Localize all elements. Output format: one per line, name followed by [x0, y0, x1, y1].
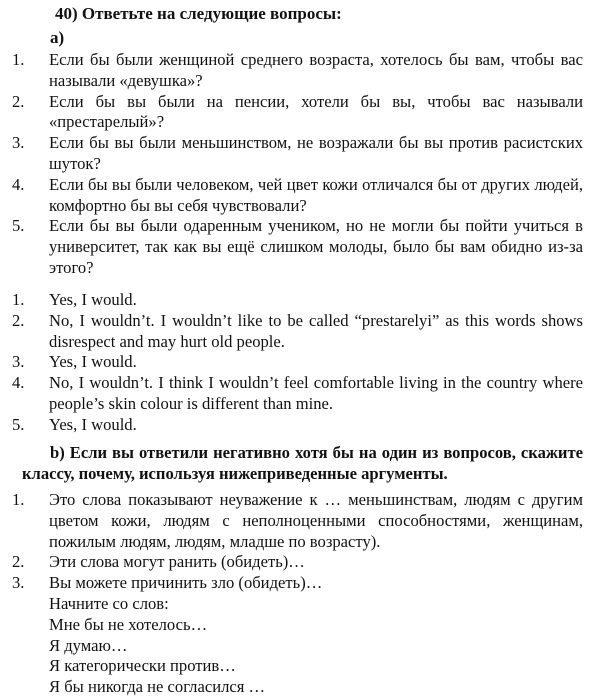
part-b-arguments	[0, 490, 607, 594]
answer-text: No, I wouldn’t. I think I wouldn’t feel comfortable living in the country where people’s skin colour is different than mine.	[49, 373, 583, 413]
answer-text: Yes, I would.	[49, 414, 137, 434]
question-item	[0, 175, 607, 217]
question-item	[0, 133, 607, 175]
starter-intro: Начните со слов:	[49, 594, 169, 613]
question-text: Если бы вы были на пенсии, хотели бы вы, чтобы вас называли «престарелый»?	[49, 91, 583, 132]
question-text: Если бы вы были человеком, чей цвет кожи отличался бы от других людей, комфортно бы вы себя чувствовали?	[49, 174, 583, 215]
argument-number: 2.	[12, 552, 25, 572]
answer-text: Yes, I would.	[49, 290, 137, 309]
question-number: 4.	[12, 174, 25, 194]
question-item	[0, 92, 607, 134]
answer-number: 1.	[12, 290, 25, 309]
starter-phrase: Мне бы не хотелось…	[49, 614, 208, 634]
part-a-label: а)	[50, 28, 65, 47]
answer-item	[0, 290, 607, 311]
starter-phrase: Я думаю…	[49, 635, 128, 655]
question-number: 5.	[12, 216, 25, 236]
argument-number: 1.	[12, 490, 25, 509]
question-number: 3.	[12, 133, 25, 153]
answer-item	[0, 415, 607, 436]
argument-item	[0, 573, 607, 594]
answer-item	[0, 352, 607, 373]
part-b-heading: b) Если вы ответили негативно хотя бы на один из вопросов, скажите классу, почему, используя нижеприведенные аргументы.	[22, 443, 583, 483]
question-text: Если бы были женщиной среднего возраста, хотелось бы вам, чтобы вас называли «девушка»?	[49, 50, 583, 90]
question-item	[0, 216, 607, 278]
starter-phrase: Я категорически против…	[49, 656, 236, 676]
answer-number: 3.	[12, 352, 25, 372]
argument-number: 3.	[12, 573, 25, 593]
argument-text: Вы можете причинить зло (обидеть)…	[49, 573, 323, 593]
answer-number: 4.	[12, 373, 25, 393]
answer-item	[0, 373, 607, 415]
answer-text: Yes, I would.	[49, 352, 137, 372]
starter-phrase: Я бы никогда не согласился …	[49, 677, 266, 697]
sentence-starters	[49, 594, 265, 698]
argument-text: Эти слова могут ранить (обидеть)…	[49, 552, 305, 572]
argument-text: Это слова показывают неуважение к … меньшинствам, людям с другим цветом кожи, людям с неполноценными способностями, женщинам, пожилым людям, людям, младше по возрасту).	[49, 490, 583, 551]
question-number: 2.	[12, 91, 25, 111]
answer-item	[0, 311, 607, 353]
part-a-questions	[0, 50, 607, 279]
part-a-answers	[0, 290, 607, 436]
question-text: Если бы вы были одаренным учеником, но не могли бы пойти учиться в университет, так как вы ещё слишком молоды, было бы вам обидно из-за этого?	[49, 216, 583, 277]
exercise-title: 40) Ответьте на следующие вопросы:	[55, 4, 342, 23]
argument-item	[0, 552, 607, 573]
answer-text: No, I wouldn’t. I wouldn’t like to be called “prestarelyi” as this words shows disrespect and may hurt old people.	[49, 310, 583, 351]
question-number: 1.	[12, 50, 25, 69]
answer-number: 5.	[12, 414, 25, 434]
question-text: Если бы вы были меньшинством, не возражали бы вы против расистских шуток?	[49, 133, 583, 173]
argument-item	[0, 490, 607, 552]
answer-number: 2.	[12, 310, 25, 330]
question-item	[0, 50, 607, 92]
